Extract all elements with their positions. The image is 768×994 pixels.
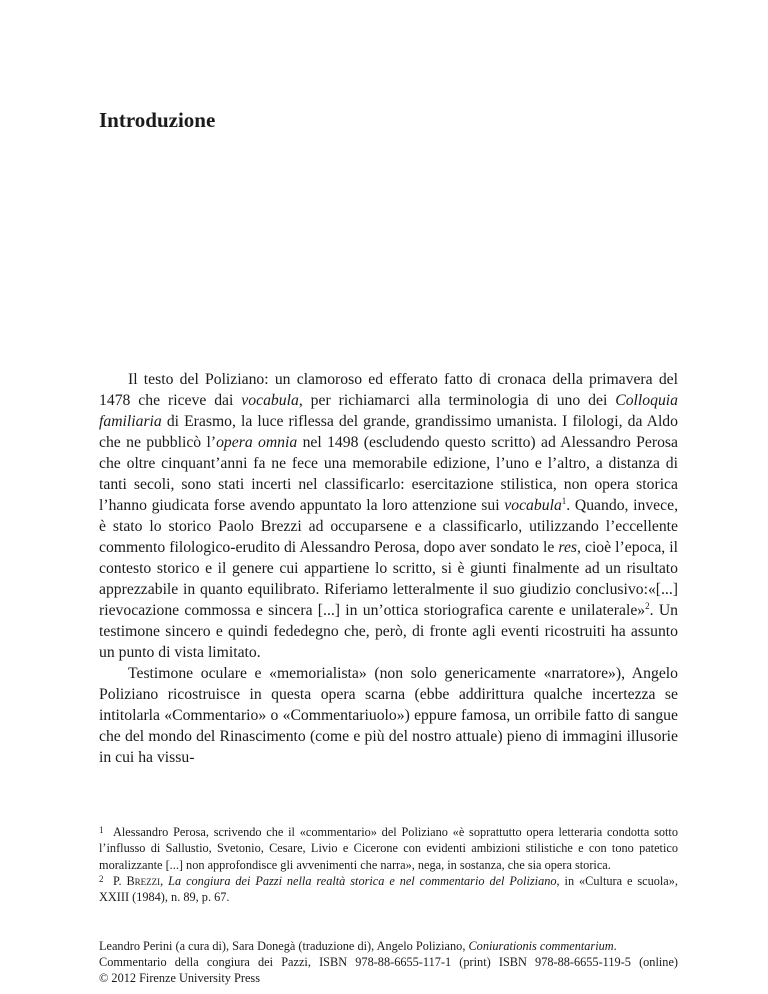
text-run: P. <box>113 873 127 888</box>
footnotes <box>99 824 678 905</box>
footnote-ref: 2 <box>645 600 650 611</box>
text-run: nel 1498 (escludendo questo scritto) ad Alessandro Perosa che oltre cinquant’anni fa ne fece una memorabile edizione, l’uno e l’altro, a distanza di tanti secoli, sono stati incerti nel classificarlo: esercitazione stilistica, non opera storica l’hanno giudicata forse avendo appuntato la loro attenzione sui <box>99 434 678 514</box>
colophon-copyright: © 2012 Firenze University Press <box>99 971 260 985</box>
italic-text: Coniurationis commentarium <box>468 939 614 953</box>
author-name: Brezzi <box>126 873 161 888</box>
footnote-number: 1 <box>99 825 104 835</box>
text-run: . Quando, invece, è stato lo storico Paolo Brezzi ad occuparsene e a classificarlo, utilizzando l’eccellente commento filologico-erudito di Alessandro Perosa, dopo aver sondato le <box>99 497 678 556</box>
text-run: , in «Cultura e scuola», XXIII (1984), n. 89, p. 67. <box>99 873 678 905</box>
text-run: , cioè l’epoca, il contesto storico e il genere cui appartiene lo scritto, si è giunti finalmente ad un risultato apprezzabile in quanto equilibrato. Riferiamo letteralmente il suo giudizio conclusivo:«[...] rievocazione commossa e sincera [...] in un’ottica storiografica carente e unilaterale» <box>99 539 678 619</box>
text-run: . Un testimone sincero e quindi fededegno che, però, di fronte agli eventi ricostruiti ha assunto un punto di vista limitato. <box>99 602 678 661</box>
text-run: . <box>613 939 617 953</box>
footnote-ref: 1 <box>561 495 567 506</box>
text-run: Testimone oculare e «memorialista» (non solo genericamente «narratore»), Angelo Poliziano ricostruisce in questa opera scarna (ebbe addirittura qualche incertezza se intitolarla «Commentario» o «Commentariuolo») eppure famosa, un orribile fatto di sangue che del mondo del Rinascimento (come e più del nostro attuale) pieno di immagini illusorie in cui ha vissu- <box>99 665 678 766</box>
colophon <box>99 938 678 986</box>
page-title: Introduzione <box>99 108 216 132</box>
text-run: Il testo del Poliziano: un clamoroso ed efferato fatto di cronaca della primavera del 1478 che riceve dai <box>99 371 678 409</box>
footnote-text <box>99 874 678 904</box>
text-run: di Erasmo, la luce riflessa del grande, grandissimo umanista. I filologi, da Aldo che ne pubblicò l’ <box>99 413 678 451</box>
italic-text: vocabula <box>241 392 299 409</box>
paragraph <box>99 369 678 663</box>
italic-text: vocabula <box>504 497 562 514</box>
footnote <box>99 873 678 906</box>
italic-text: opera omnia <box>216 434 298 451</box>
footnote-text <box>99 825 678 872</box>
colophon-citation <box>99 938 678 954</box>
italic-text: La congiura dei Pazzi nella realtà storica e nel commentario del Poliziano <box>168 873 557 888</box>
text-run: , <box>160 873 169 888</box>
text-run: , per richiamarci alla terminologia di uno dei <box>298 392 616 409</box>
text-run: Leandro Perini (a cura di), Sara Donegà (traduzione di), Angelo Poliziano, <box>99 939 469 953</box>
footnote-number: 2 <box>99 873 104 884</box>
paragraph <box>99 663 678 768</box>
italic-text: Colloquia familiaria <box>99 392 678 430</box>
footnote <box>99 824 678 873</box>
italic-text: res <box>558 539 578 556</box>
colophon-isbn: Commentario della congiura dei Pazzi, ISBN 978-88-6655-117-1 (print) ISBN 978-88-6655-119-5 (online) <box>99 955 678 969</box>
text-run: Alessandro Perosa, scrivendo che il «commentario» del Poliziano «è soprattutto opera letteraria condotta sotto l’influsso di Sallustio, Svetonio, Cesare, Livio e Cicerone con evidenti ambizioni stilistiche e con tono patetico moralizzante [...] non approfondisce gli avvenimenti che narra», nega, in sostanza, che sia opera storica. <box>99 825 678 872</box>
body-text <box>99 369 678 768</box>
